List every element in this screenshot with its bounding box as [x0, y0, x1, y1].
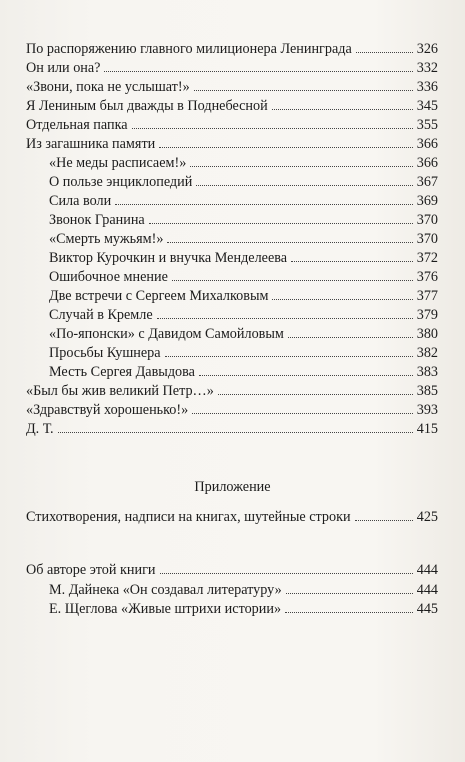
toc-entry-page-number: 372: [416, 250, 438, 266]
toc-entry-title: «Не меды расписаем!»: [49, 155, 187, 171]
toc-entry-title: «По-японски» с Давидом Самойловым: [49, 326, 284, 342]
dot-leader: [149, 223, 413, 224]
toc-entry-page-number: 415: [416, 421, 438, 437]
toc-entry-page-number: 366: [416, 155, 438, 171]
toc-entry-page-number: 380: [416, 326, 438, 342]
toc-entry: [26, 116, 438, 135]
toc-entry-title: Просьбы Кушнера: [49, 345, 161, 361]
toc-entry-page-number: 345: [416, 98, 438, 114]
dot-leader: [58, 432, 413, 433]
dot-leader: [172, 280, 413, 281]
dot-leader: [218, 394, 413, 395]
toc-entry: [26, 344, 438, 363]
toc-entry: [26, 382, 438, 401]
toc-entry-title: Отдельная папка: [26, 117, 128, 133]
toc-entry: [26, 135, 438, 154]
toc-entry-page-number: 367: [416, 174, 438, 190]
dot-leader: [159, 147, 412, 148]
toc-entry-page-number: 382: [416, 345, 438, 361]
dot-leader: [160, 573, 413, 574]
dot-leader: [196, 185, 412, 186]
toc-entry-title: «Звони, пока не услышат!»: [26, 79, 190, 95]
toc-entry: [26, 173, 438, 192]
toc-entry-page-number: 332: [416, 60, 438, 76]
toc-entry: [26, 40, 438, 59]
dot-leader: [167, 242, 412, 243]
toc-entry-page-number: 377: [416, 288, 438, 304]
toc-entry: [26, 420, 438, 439]
toc-entry-page-number: 370: [416, 231, 438, 247]
about-author-list: [26, 561, 438, 620]
dot-leader: [192, 413, 412, 414]
toc-entry: [26, 268, 438, 287]
dot-leader: [132, 128, 413, 129]
toc-entry-page-number: 385: [416, 383, 438, 399]
toc-entry: [26, 581, 438, 601]
toc-entry: [26, 59, 438, 78]
dot-leader: [157, 318, 413, 319]
dot-leader: [355, 520, 413, 521]
toc-entry: [26, 192, 438, 211]
toc-entry-title: Стихотворения, надписи на книгах, шутейные строки: [26, 509, 351, 525]
toc-entry-title: Об авторе этой книги: [26, 562, 156, 578]
toc-entry-page-number: 383: [416, 364, 438, 380]
toc-entry: [26, 508, 438, 527]
dot-leader: [194, 90, 413, 91]
toc-entry: [26, 97, 438, 116]
toc-entry: [26, 600, 438, 620]
toc-entry-title: Случай в Кремле: [49, 307, 153, 323]
toc-entry-page-number: 326: [416, 41, 438, 57]
toc-entry-title: Я Лениным был дважды в Поднебесной: [26, 98, 268, 114]
toc-entry-title: Звонок Гранина: [49, 212, 145, 228]
toc-entry-title: Из загашника памяти: [26, 136, 156, 152]
toc-entry-page-number: 425: [416, 509, 438, 525]
dot-leader: [272, 109, 413, 110]
toc-entry-page-number: 336: [416, 79, 438, 95]
toc-entry: [26, 306, 438, 325]
toc-entry: [26, 78, 438, 97]
toc-entry-title: Месть Сергея Давыдова: [49, 364, 195, 380]
toc-entry-page-number: 444: [416, 562, 438, 578]
appendix-list: [26, 508, 438, 527]
toc-entry: [26, 249, 438, 268]
toc-entry: [26, 230, 438, 249]
toc-entry-title: «Был бы жив великий Петр…»: [26, 383, 214, 399]
dot-leader: [272, 299, 412, 300]
toc-entry-title: Ошибочное мнение: [49, 269, 168, 285]
toc-entry-page-number: 376: [416, 269, 438, 285]
dot-leader: [190, 166, 412, 167]
toc-entry-title: Он или она?: [26, 60, 101, 76]
toc-entry-page-number: 379: [416, 307, 438, 323]
toc-entry-title: Е. Щеглова «Живые штрихи истории»: [49, 601, 282, 617]
toc-entry-title: По распоряжению главного милиционера Ленинграда: [26, 41, 352, 57]
toc-entry-title: Виктор Курочкин и внучка Менделеева: [49, 250, 288, 266]
dot-leader: [165, 356, 413, 357]
toc-entry: [26, 211, 438, 230]
dot-leader: [286, 593, 413, 594]
toc-entry-title: «Здравствуй хорошенько!»: [26, 402, 189, 418]
toc-entry: [26, 325, 438, 344]
toc-entry-title: О пользе энциклопедий: [49, 174, 193, 190]
dot-leader: [288, 337, 413, 338]
dot-leader: [285, 612, 413, 613]
toc-entry: [26, 561, 438, 581]
toc-entry: [26, 401, 438, 420]
toc-entry: [26, 287, 438, 306]
toc-entry-title: Сила воли: [49, 193, 112, 209]
toc-entry: [26, 154, 438, 173]
dot-leader: [115, 204, 413, 205]
toc-entry-title: Две встречи с Сергеем Михалковым: [49, 288, 269, 304]
toc-entry-page-number: 445: [416, 601, 438, 617]
toc-entry-page-number: 393: [416, 402, 438, 418]
toc-entry-page-number: 369: [416, 193, 438, 209]
appendix-heading: Приложение: [194, 479, 271, 495]
dot-leader: [104, 71, 412, 72]
toc-entry-page-number: 370: [416, 212, 438, 228]
table-of-contents: [26, 40, 438, 439]
toc-entry-page-number: 444: [416, 581, 438, 598]
toc-entry-page-number: 355: [416, 117, 438, 133]
toc-entry-title: М. Дайнека «Он создавал литературу»: [49, 581, 282, 598]
toc-entry-title: Д. Т.: [26, 421, 54, 437]
dot-leader: [199, 375, 413, 376]
toc-entry-page-number: 366: [416, 136, 438, 152]
dot-leader: [291, 261, 413, 262]
toc-entry-title: «Смерть мужьям!»: [49, 231, 164, 247]
dot-leader: [356, 52, 413, 53]
toc-entry: [26, 363, 438, 382]
